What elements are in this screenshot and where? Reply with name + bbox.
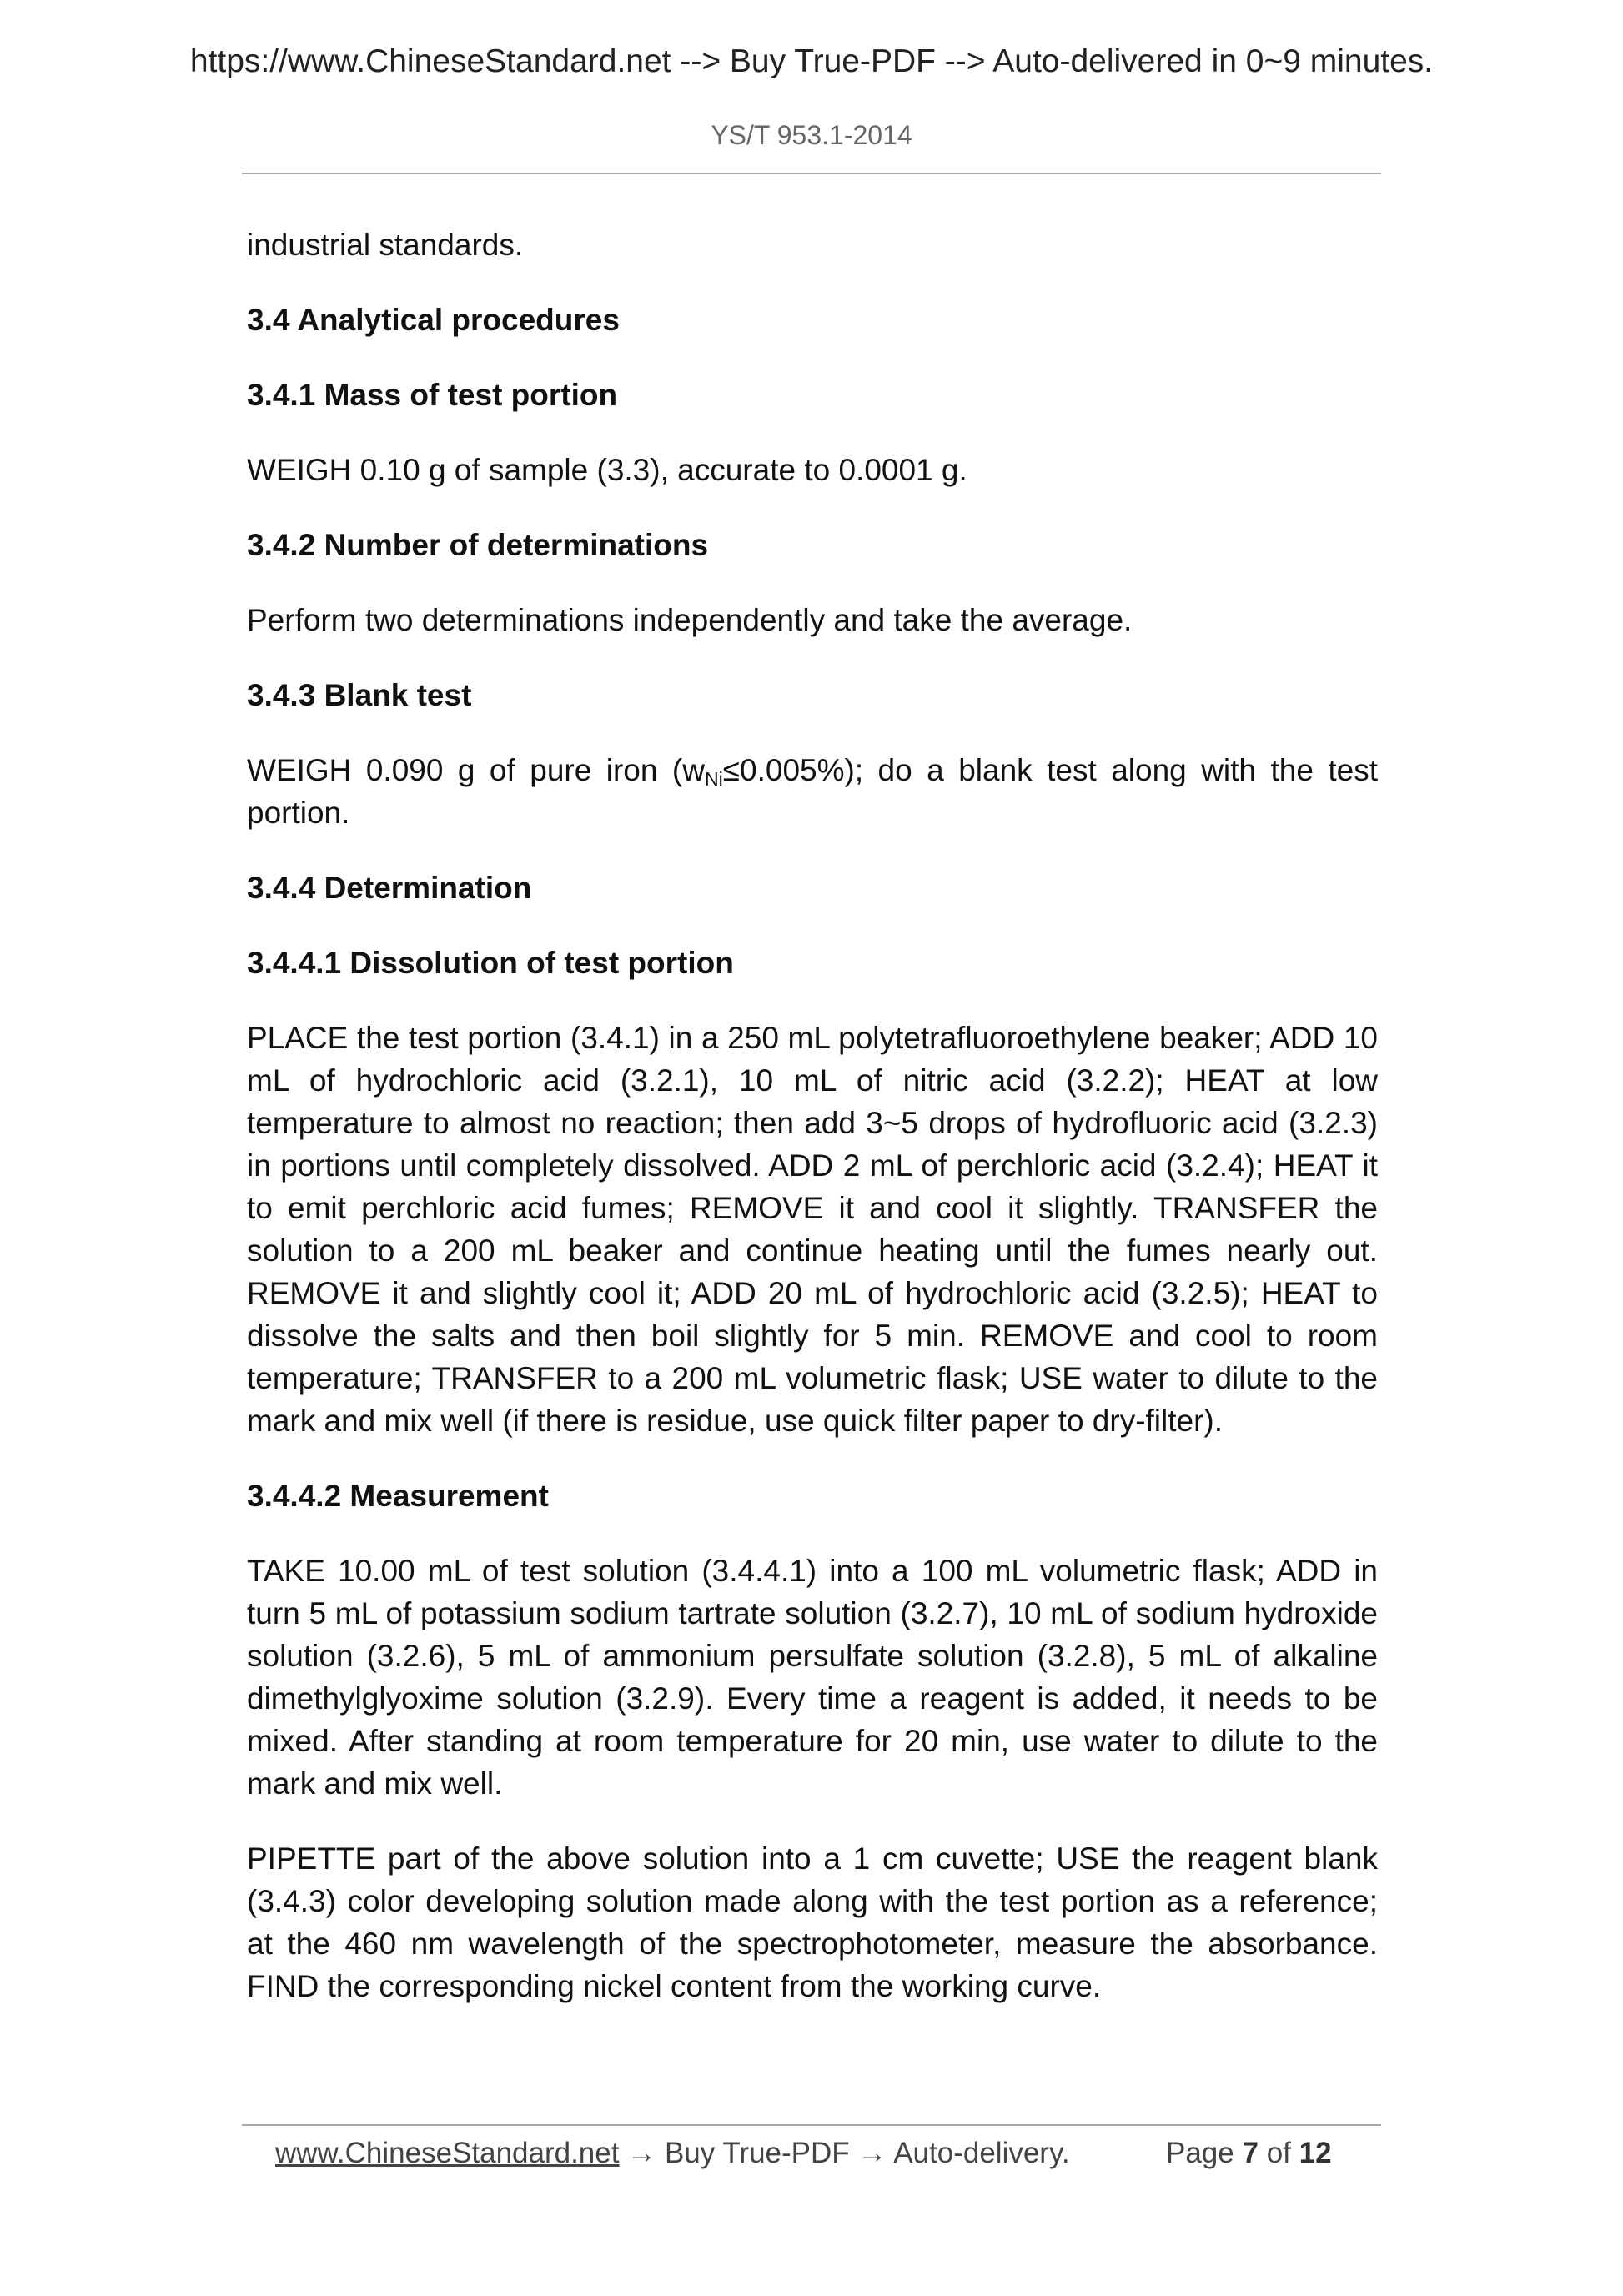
page-body xyxy=(247,224,1378,2007)
paragraph-3-4-2: Perform two determinations independently and take the average. xyxy=(247,603,1133,637)
paragraph-3-4-4-2-b: PIPETTE part of the above solution into a 1 cm cuvette; USE the reagent blank (3.4.3) color developing solution made along with the test portion as a reference; at the 460 nm wavelength of the spectrophotometer, measure the absorbance. FIND the corresponding nickel content from the working curve. xyxy=(247,1841,1378,2003)
paragraph-3-4-4-1: PLACE the test portion (3.4.1) in a 250 mL polytetrafluoroethylene beaker; ADD 10 mL of hydrochloric acid (3.2.1), 10 mL of nitric acid (3.2.2); HEAT at low temperature to almost no reaction; then add 3~5 drops of hydrofluoric acid (3.2.3) in portions until completely dissolved. ADD 2 mL of perchloric acid (3.2.4); HEAT it to emit perchloric acid fumes; REMOVE it and cool it slightly. TRANSFER the solution to a 200 mL beaker and continue heating until the fumes nearly out. REMOVE it and slightly cool it; ADD 20 mL of hydrochloric acid (3.2.5); HEAT to dissolve the salts and then boil slightly for 5 min. REMOVE and cool to room temperature; TRANSFER to a 200 mL volumetric flask; USE water to dilute to the mark and mix well (if there is residue, use quick filter paper to dry-filter). xyxy=(247,1021,1378,1438)
header-divider xyxy=(242,173,1381,174)
blank-test-text-start: WEIGH 0.090 g of pure iron (w xyxy=(247,753,705,787)
header-banner: https://www.ChineseStandard.net --> Buy True-PDF --> Auto-delivered in 0~9 minutes. xyxy=(189,43,1434,79)
page-footer xyxy=(275,2132,1359,2175)
footer-promo xyxy=(275,2132,1070,2175)
heading-3-4-2: 3.4.2 Number of determinations xyxy=(247,528,709,562)
continuation-paragraph: industrial standards. xyxy=(247,228,524,262)
blank-test-text-end: ≤0.005%); do a blank test along with the test portion. xyxy=(247,753,1378,830)
paragraph-3-4-1: WEIGH 0.10 g of sample (3.3), accurate to 0.0001 g. xyxy=(247,453,967,487)
paragraph-3-4-4-2-a: TAKE 10.00 mL of test solution (3.4.4.1) into a 100 mL volumetric flask; ADD in turn 5 mL of potassium sodium tartrate solution (3.2.7), 10 mL of sodium hydroxide solution (3.2.6), 5 mL of ammonium persulfate solution (3.2.8), 5 mL of alkaline dimethylglyoxime solution (3.2.9). Every time a reagent is added, it needs to be mixed. After standing at room temperature for 20 min, use water to dilute to the mark and mix well. xyxy=(247,1554,1378,1801)
footer-delivery-text: Auto-delivery. xyxy=(893,2137,1070,2169)
heading-3-4-1: 3.4.1 Mass of test portion xyxy=(247,378,618,412)
page-total: 12 xyxy=(1299,2137,1332,2169)
heading-3-4-4-1: 3.4.4.1 Dissolution of test portion xyxy=(247,946,734,980)
heading-3-4-3: 3.4.3 Blank test xyxy=(247,678,472,712)
page-label: Page xyxy=(1166,2137,1234,2169)
footer-buy-text: Buy True-PDF xyxy=(664,2137,850,2169)
arrow-right-icon: → xyxy=(857,2137,887,2169)
heading-3-4-4-2: 3.4.4.2 Measurement xyxy=(247,1479,549,1513)
document-code: YS/T 953.1-2014 xyxy=(711,120,912,150)
page-of-label: of xyxy=(1266,2137,1291,2169)
page-current: 7 xyxy=(1242,2137,1259,2169)
paragraph-3-4-3 xyxy=(247,749,1378,834)
arrow-right-icon: → xyxy=(627,2137,657,2169)
footer-divider xyxy=(242,2124,1381,2126)
heading-3-4-4: 3.4.4 Determination xyxy=(247,871,532,905)
nickel-subscript: Ni xyxy=(704,768,723,790)
heading-3-4: 3.4 Analytical procedures xyxy=(247,303,620,337)
page-number xyxy=(1166,2132,1332,2175)
footer-site-link[interactable]: www.ChineseStandard.net xyxy=(275,2137,620,2169)
